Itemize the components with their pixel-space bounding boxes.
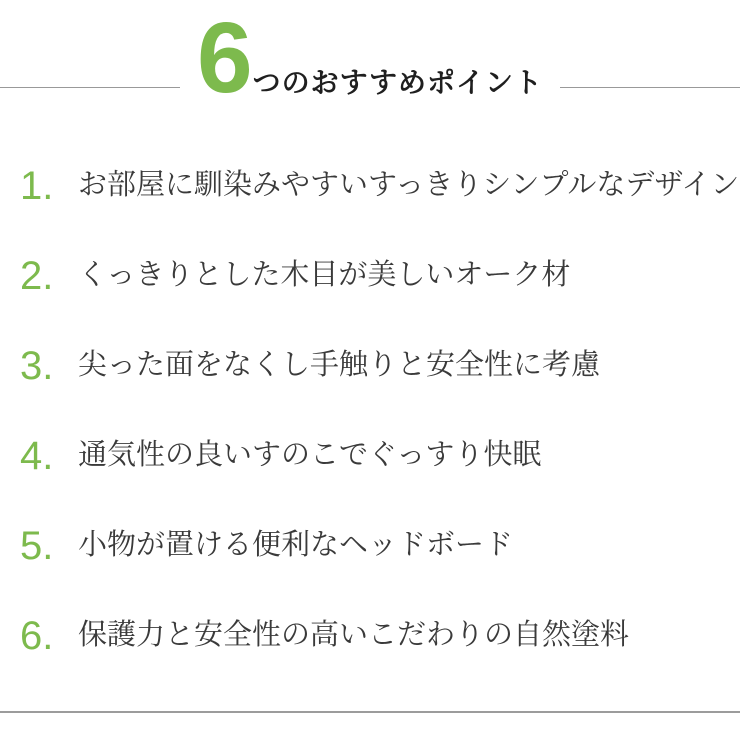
point-number: 2. [20, 254, 54, 298]
points-list [0, 140, 740, 680]
point-number: 5. [20, 524, 54, 568]
point-text: くっきりとした木目が美しいオーク材 [78, 258, 571, 291]
point-item-3 [0, 320, 740, 410]
point-text: 保護力と安全性の高いこだわりの自然塗料 [78, 618, 630, 651]
point-text: 尖った面をなくし手触りと安全性に考慮 [78, 348, 601, 381]
point-item-1 [0, 140, 740, 230]
point-item-2 [0, 230, 740, 320]
point-number: 6. [20, 614, 54, 658]
point-number: 4. [20, 434, 54, 478]
header-big-number: 6 [197, 2, 251, 114]
point-text: 通気性の良いすのこでぐっすり快眠 [78, 438, 542, 471]
point-text: 小物が置ける便利なヘッドボード [78, 528, 514, 561]
section-title [0, 2, 740, 114]
point-text: お部屋に馴染みやすいすっきりシンプルなデザイン [78, 168, 740, 201]
bottom-divider [0, 711, 740, 713]
section-header [0, 0, 740, 140]
header-title-text: つのおすすめポイント [252, 67, 543, 98]
point-number: 1. [20, 164, 54, 208]
point-item-5 [0, 500, 740, 590]
point-number: 3. [20, 344, 54, 388]
point-item-6 [0, 590, 740, 680]
point-item-4 [0, 410, 740, 500]
